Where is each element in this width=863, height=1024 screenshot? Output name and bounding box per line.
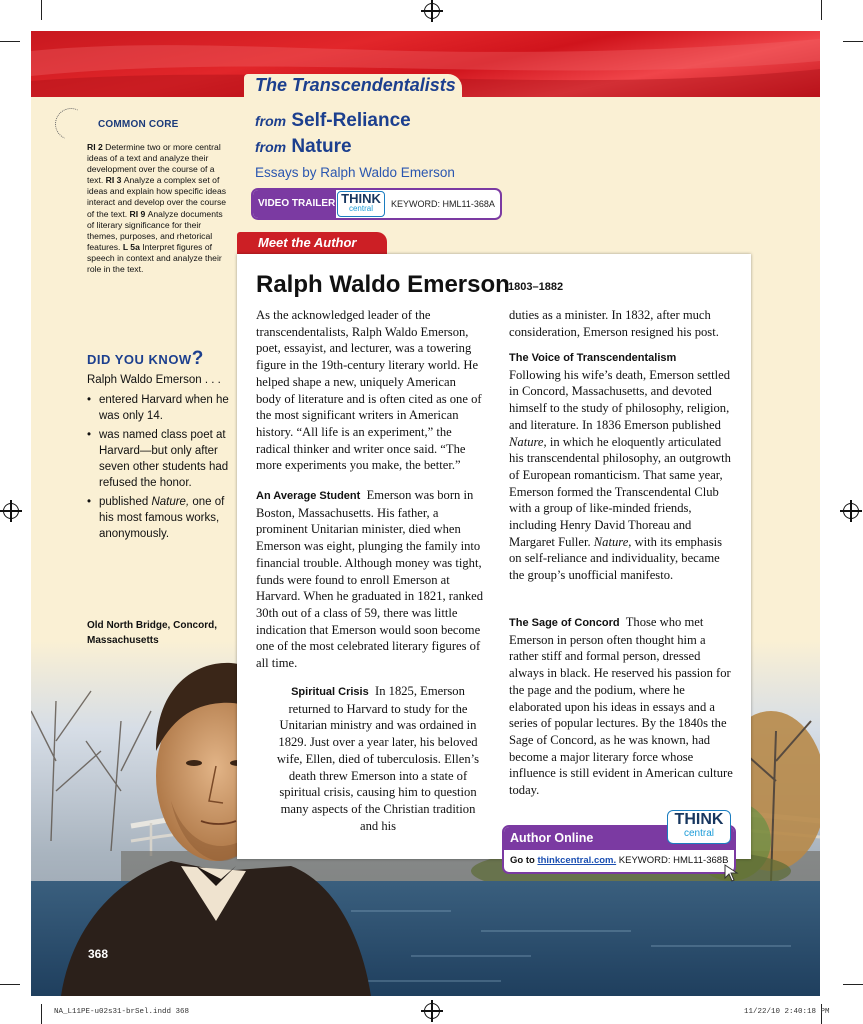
standard-text: Determine two or more central ideas of a text and analyze their development over the course of a text. (87, 142, 221, 186)
author-name: Ralph Waldo Emerson (256, 271, 510, 298)
video-keyword: KEYWORD: HML11-368A (391, 199, 495, 209)
video-trailer-box[interactable] (251, 188, 502, 220)
section-heading: The Voice of Transcendentalism (509, 352, 677, 364)
crop-mark (0, 41, 20, 42)
crop-mark (41, 1004, 42, 1024)
standard-text: Analyze documents of literary significance for their themes, purposes, and rhetorical features. (87, 208, 223, 252)
photo-caption: Old North Bridge, Concord, Massachusetts (87, 620, 217, 646)
article-paragraph: The Sage of Concord Those who met Emerson in person often thought him a rather stiff and formal person, dressed always in black. He reserved his passion for the page and the podium, where he elaborated upon his ideas in essays and a series of popular lectures. By the 1840s the Sage of Concord, as he was known, had become a major literary force whose influence is still evident in American culture today. (509, 615, 733, 798)
think-central-logo[interactable]: THINK central (337, 191, 385, 217)
meet-author-label: Meet the Author (258, 235, 357, 250)
list-item: • was named class poet at Harvard—but only after seven other students had refused the honor. (87, 427, 237, 491)
thinkcentral-link[interactable]: thinkcentral.com. (537, 855, 617, 866)
standard-code: RI 3 (105, 175, 124, 186)
cursor-icon (724, 864, 740, 882)
byline: Essays by Ralph Waldo Emerson (255, 165, 455, 180)
article-paragraph: The Voice of Transcendentalism Following his wife’s death, Emerson settled in Concord, Massachusetts, and devoted himself to the study of philosophy, religion, and literature. In 1836 Emerson published Nature, in which he eloquently articulated his transcendental philosophy, an outgrowth of European romanticism. That same year, Emerson formed the Transcendental Club with a group of like-minded friends, including Henry David Thoreau and Margaret Fuller. Nature, with its emphasis on self-reliance and individuality, became the group’s unofficial manifesto. (509, 352, 731, 583)
list-item: • published Nature, one of his most famous works, anonymously. (87, 494, 237, 542)
page-number: 368 (88, 947, 109, 961)
crop-mark (0, 984, 20, 985)
common-core-standards (87, 142, 227, 275)
author-online-text: Go to thinkcentral.com. KEYWORD: HML11-368B (510, 855, 729, 866)
article-paragraph: As the acknowledged leader of the transcendentalists, Ralph Waldo Emerson, poet, essayist, and lecturer, was a towering figure in the 19th-century literary world. He helped shape a new, uniquely American body of literature and is often cited as one of the most significant writers in American history. “All life is an experiment,” the radical thinker and writer once said. “The more experiments you make, the better.” (256, 308, 482, 473)
author-online-title: Author Online (510, 831, 594, 845)
did-you-know-title: DID YOU KNOW? (87, 348, 204, 369)
standard-code: L 5a (122, 241, 143, 252)
registration-mark-icon (3, 503, 19, 519)
video-trailer-label: VIDEO TRAILER (253, 190, 336, 218)
did-you-know-intro: Ralph Waldo Emerson . . . (87, 374, 221, 386)
standard-text: Interpret figures of speech in context and analyze their role in the text. (87, 241, 222, 275)
registration-mark-icon (424, 1003, 440, 1019)
unit-title: The Transcendentalists (255, 75, 456, 95)
list-item: • entered Harvard when he was only 14. (87, 392, 237, 424)
article-paragraph: duties as a minister. In 1832, after much consideration, Emerson resigned his post. (509, 308, 719, 339)
section-heading: An Average Student (256, 490, 361, 502)
registration-mark-icon (424, 3, 440, 19)
section-heading: The Sage of Concord (509, 617, 620, 629)
think-central-logo[interactable]: THINK central (667, 810, 731, 844)
section-heading: Spiritual Crisis (291, 686, 369, 698)
standard-text: Analyze a complex set of ideas and explain how specific ideas interact and develop over the course of the text. (87, 175, 227, 219)
crop-mark (843, 984, 863, 985)
registration-mark-icon (843, 503, 859, 519)
crop-mark (843, 41, 863, 42)
standard-code: RI 2 (87, 142, 106, 152)
author-dates: 1803–1882 (508, 281, 564, 293)
article-paragraph: Spiritual Crisis In 1825, Emerson returned to Harvard to study for the Unitarian ministry and was ordained in 1829. Just over a year later, his beloved wife, Ellen, died of tuberculosis. Ellen’s death threw Emerson into a state of spiritual crisis, causing him to question many aspects of the Christian tradition and his (276, 684, 480, 833)
crop-mark (41, 0, 42, 20)
selection-title: from Nature (255, 136, 352, 157)
common-core-label: COMMON CORE (98, 119, 179, 130)
file-slug: NA_L11PE-u02s31-brSel.indd 368 (54, 1008, 190, 1016)
did-you-know-list (87, 392, 237, 545)
selection-title: from Self-Reliance (255, 110, 411, 131)
crop-mark (821, 0, 822, 20)
article-paragraph: An Average Student Emerson was born in Boston, Massachusetts. His father, a prominent Unitarian minister, died when Emerson was eight, plunging the family into financial trouble. Although money was tight, funds were found to enroll Emerson at Harvard. When he graduated in 1821, ranked 30th out of a class of 59, there was little indication that Emerson would soon become one of the most celebrated literary figures of all time. (256, 488, 484, 671)
timestamp-slug: 11/22/10 2:40:18 PM (744, 1008, 830, 1016)
question-mark-icon: ? (191, 348, 204, 369)
standard-code: RI 9 (129, 208, 148, 219)
